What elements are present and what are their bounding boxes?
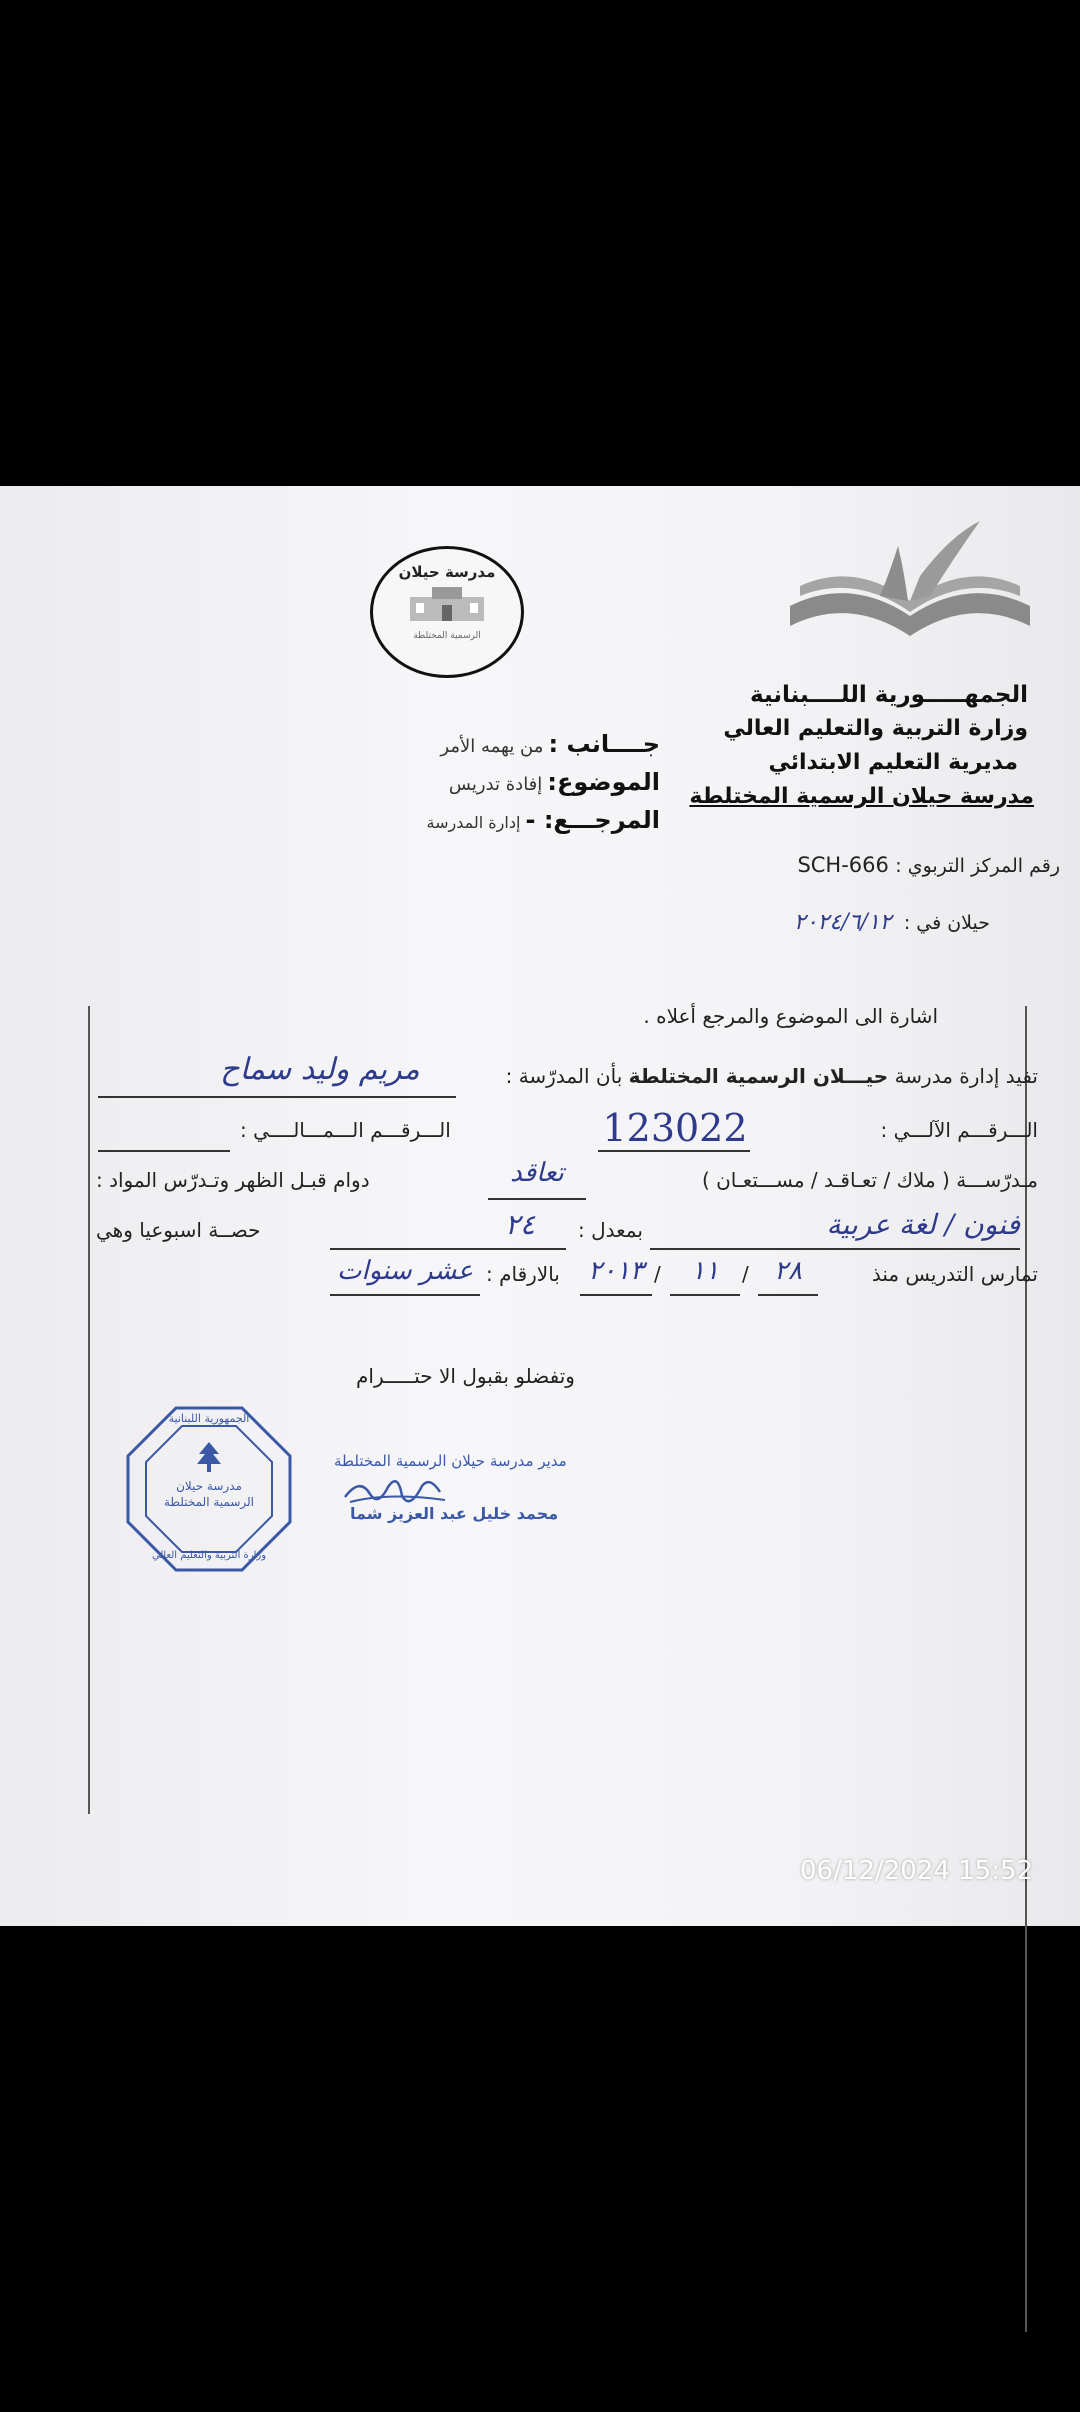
official-stamp	[124, 1404, 294, 1574]
in-words-underline	[330, 1294, 480, 1296]
reference-label: المرجـــع: -	[525, 806, 660, 834]
financial-number-label: الـــرقـــم الـــمـــالــــي :	[240, 1118, 451, 1142]
stamp-bottom-text: وزارة التربية والتعليم العالي	[151, 1550, 267, 1561]
directorate-name: مديرية التعليم الابتدائي	[768, 750, 1018, 775]
document-page	[0, 486, 1080, 1926]
line1-prefix: تفيد إدارة مدرسة	[894, 1064, 1038, 1088]
subject-line	[360, 768, 660, 796]
auto-number-label: الـــرقـــم الآلـــي :	[880, 1118, 1038, 1142]
stamp-center-text: مدرسة حيلان الرسمية المختلطة	[163, 1479, 255, 1509]
since-day: ٢٨	[774, 1256, 802, 1286]
subjects-underline	[650, 1248, 1020, 1250]
left-frame-line	[88, 1006, 90, 1814]
date-slash-2: /	[654, 1262, 661, 1286]
seal-bottom-text: الرسمية المختلطة	[413, 631, 481, 641]
hours: ٢٤	[504, 1208, 536, 1241]
in-words-label: بالارقام :	[486, 1262, 560, 1286]
auto-number-underline	[598, 1150, 750, 1152]
in-words: عشر سنوات	[336, 1256, 474, 1286]
date-line	[794, 910, 990, 935]
subject-label: الموضوع:	[547, 768, 660, 796]
date-slash-1: /	[742, 1262, 749, 1286]
date-value: ٢٠٢٤/٦/١٢	[793, 910, 892, 935]
center-number	[797, 853, 1060, 877]
since-label: تمارس التدريس منذ	[871, 1262, 1038, 1286]
since-year: ٢٠١٣	[588, 1256, 644, 1286]
school-building-icon	[402, 583, 492, 627]
rate-label: بمعدل :	[578, 1218, 643, 1242]
book-logo-icon	[780, 516, 1040, 656]
since-month-underline	[670, 1294, 740, 1296]
republic-name: الجمهـــــورية اللــــبنانية	[750, 682, 1028, 708]
line1-suffix: بأن المدرّسة :	[505, 1064, 623, 1088]
center-number-value: SCH-666	[797, 853, 889, 877]
school-seal	[370, 546, 524, 678]
signature-name: محمد خليل عبد العزيز شما	[350, 1504, 559, 1523]
contract-type: تعاقد	[510, 1158, 564, 1188]
teacher-name: مريم وليد سماح	[220, 1052, 420, 1087]
to-value: من يهمه الأمر	[440, 736, 544, 757]
since-month: ١١	[691, 1256, 719, 1286]
signature-title: مدير مدرسة حيلان الرسمية المختلطة	[334, 1452, 567, 1470]
cedar-tree-icon	[194, 1440, 224, 1474]
contract-underline	[488, 1198, 586, 1200]
closing-line: وتفضلو بقبول الا حتـــــرام	[356, 1364, 575, 1388]
school-name: مدرسة حيلان الرسمية المختلطة	[689, 784, 1034, 809]
rate-suffix: حصــة اسبوعيا وهي	[96, 1218, 261, 1242]
intro-line: اشارة الى الموضوع والمرجع أعلاه .	[643, 1004, 938, 1028]
contract-suffix: دوام قبـل الظهر وتـدرّس المواد :	[96, 1168, 370, 1192]
to-label: جــــانب :	[548, 730, 660, 758]
date-label: حيلان في :	[903, 912, 990, 934]
seal-top-text: مدرسة حيلان	[398, 563, 496, 581]
center-number-label: رقم المركز التربوي :	[895, 855, 1060, 877]
subjects: فنون / لغة عربية	[826, 1208, 1020, 1241]
auto-number: 123022	[602, 1106, 748, 1150]
hours-underline	[330, 1248, 566, 1250]
right-frame-line	[1025, 1006, 1027, 2332]
reference-value: إدارة المدرسة	[426, 813, 521, 832]
stamp-top-text: الجمهورية اللبنانية	[168, 1412, 250, 1425]
financial-number-underline	[98, 1150, 230, 1152]
photo-timestamp: 06/12/2024 15:52	[800, 1856, 1034, 1886]
teacher-name-underline	[98, 1096, 456, 1098]
since-year-underline	[580, 1294, 652, 1296]
line1-school: حيـــلان الرسمية المختلطة	[628, 1064, 889, 1088]
since-day-underline	[758, 1294, 818, 1296]
teacher-line	[38, 1064, 1038, 1088]
reference-line	[360, 806, 660, 834]
contract-prefix: مـدرّســـة ( ملاك / تعـاقـد / مســـتعـان )	[701, 1168, 1038, 1192]
ministry-name: وزارة التربية والتعليم العالي	[723, 716, 1028, 741]
to-line	[360, 730, 660, 758]
subject-value: إفادة تدريس	[448, 774, 543, 795]
